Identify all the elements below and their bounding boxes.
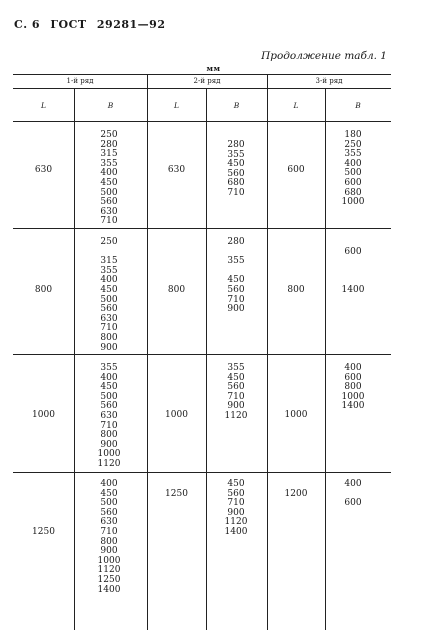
header-row-3: 3-й ряд	[315, 77, 343, 85]
rule-col-2	[206, 88, 207, 630]
header-row-2: 2-й ряд	[193, 77, 221, 85]
rule-row-2	[13, 354, 391, 355]
row3-L-3: 1000	[284, 410, 308, 420]
row4-B-1: 400 450 500 560 630 710 800 900 1000 1120 1250 1400	[97, 479, 121, 595]
page-header	[14, 18, 171, 31]
row3-B-3: 400 600 800 1000 1400	[341, 363, 365, 412]
row4-L-3: 1200	[284, 489, 308, 499]
standard-label: ГОСТ	[50, 18, 87, 31]
row2-B-3: 600 1400	[341, 247, 365, 296]
table-continuation-note: Продолжение табл. 1	[261, 50, 387, 62]
row3-L-1: 1000	[32, 410, 55, 420]
row1-L-1: 630	[34, 165, 53, 175]
row4-B-2: 450 560 710 900 1120 1400	[224, 479, 248, 537]
header-row-1: 1-й ряд	[66, 77, 94, 85]
rule-row-3	[13, 472, 391, 473]
rule-subheader	[13, 121, 391, 122]
header-L-3: L	[293, 101, 299, 110]
row2-L-2: 800	[167, 285, 186, 295]
row3-B-1: 355 400 450 500 560 630 710 800 900 1000 1120	[97, 363, 121, 469]
row2-B-1: 250 315 355 400 450 500 560 630 710 800 900	[100, 237, 118, 353]
rule-col-1	[74, 88, 75, 630]
header-B-3: B	[355, 101, 361, 110]
rule-col-3	[325, 88, 326, 630]
row1-B-3: 180 250 355 400 500 600 680 1000	[341, 130, 365, 208]
header-L-1: L	[41, 101, 46, 110]
row3-B-2: 355 450 560 710 900 1120	[224, 363, 248, 421]
header-B-1: B	[107, 101, 114, 110]
row1-B-1: 250 280 315 355 400 450 500 560 630 710	[100, 130, 118, 227]
row1-B-2: 280 355 450 560 680 710	[227, 140, 245, 198]
row3-L-2: 1000	[165, 410, 188, 420]
rule-group-header	[13, 88, 391, 89]
rule-top	[13, 74, 391, 75]
header-B-2: B	[233, 101, 240, 110]
standard-number: 29281—92	[96, 18, 166, 31]
row4-L-1: 1250	[32, 527, 55, 537]
row1-L-2: 630	[167, 165, 186, 175]
row2-B-2: 280 355 450 560 710 900	[227, 237, 245, 315]
header-L-2: L	[174, 101, 179, 110]
rule-group-sep-1	[147, 74, 148, 630]
rule-group-sep-2	[267, 74, 268, 630]
row1-L-3: 600	[287, 165, 305, 175]
page-number: С. 6	[14, 18, 41, 31]
units-label: мм	[206, 64, 221, 73]
size-table	[13, 74, 391, 630]
row2-L-3: 800	[287, 285, 305, 295]
row4-L-2: 1250	[165, 489, 188, 499]
rule-row-1	[13, 228, 391, 229]
row4-B-3: 400 600	[344, 479, 362, 509]
row2-L-1: 800	[34, 285, 53, 295]
